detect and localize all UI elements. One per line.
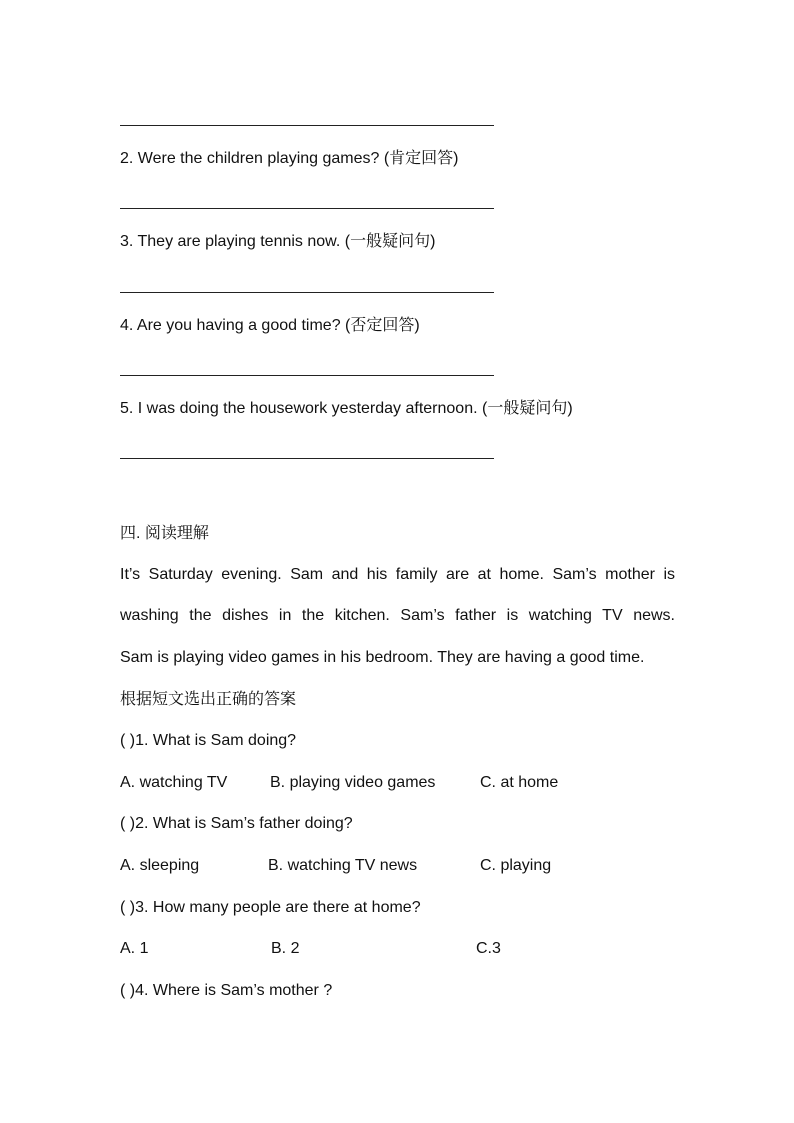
question-2-stem: ( )2. What is Sam’s father doing? <box>120 815 353 832</box>
question-1-option-a: A. watching TV <box>120 774 228 791</box>
rewrite-question-3: 3. They are playing tennis now. (一般疑问句) <box>120 233 436 250</box>
question-3-option-c: C.3 <box>476 940 501 957</box>
reading-instruction: 根据短文选出正确的答案 <box>120 691 297 708</box>
answer-line-4 <box>120 375 494 376</box>
answer-line-1 <box>120 125 494 126</box>
section-heading-reading: 四. 阅读理解 <box>120 525 209 542</box>
rewrite-question-4: 4. Are you having a good time? (否定回答) <box>120 317 420 334</box>
answer-line-5 <box>120 458 494 459</box>
question-4-stem: ( )4. Where is Sam’s mother ? <box>120 982 333 999</box>
question-1-option-c: C. at home <box>480 774 559 791</box>
passage-line-3: Sam is playing video games in his bedroom. They are having a good time. <box>120 649 645 666</box>
question-2-option-c: C. playing <box>480 857 552 874</box>
question-2-option-b: B. watching TV news <box>268 857 418 874</box>
question-3-stem: ( )3. How many people are there at home? <box>120 899 421 916</box>
question-3-option-b: B. 2 <box>271 940 300 957</box>
passage-line-2: washing the dishes in the kitchen. Sam’s father is watching TV news. <box>120 607 675 624</box>
answer-line-3 <box>120 292 494 293</box>
passage-line-1: It’s Saturday evening. Sam and his family are at home. Sam’s mother is <box>120 566 675 583</box>
question-1-stem: ( )1. What is Sam doing? <box>120 732 297 749</box>
question-1-option-b: B. playing video games <box>270 774 436 791</box>
rewrite-question-5: 5. I was doing the housework yesterday afternoon. (一般疑问句) <box>120 400 573 417</box>
rewrite-question-2: 2. Were the children playing games? (肯定回答) <box>120 150 459 167</box>
answer-line-2 <box>120 208 494 209</box>
question-2-option-a: A. sleeping <box>120 857 200 874</box>
question-3-option-a: A. 1 <box>120 940 149 957</box>
